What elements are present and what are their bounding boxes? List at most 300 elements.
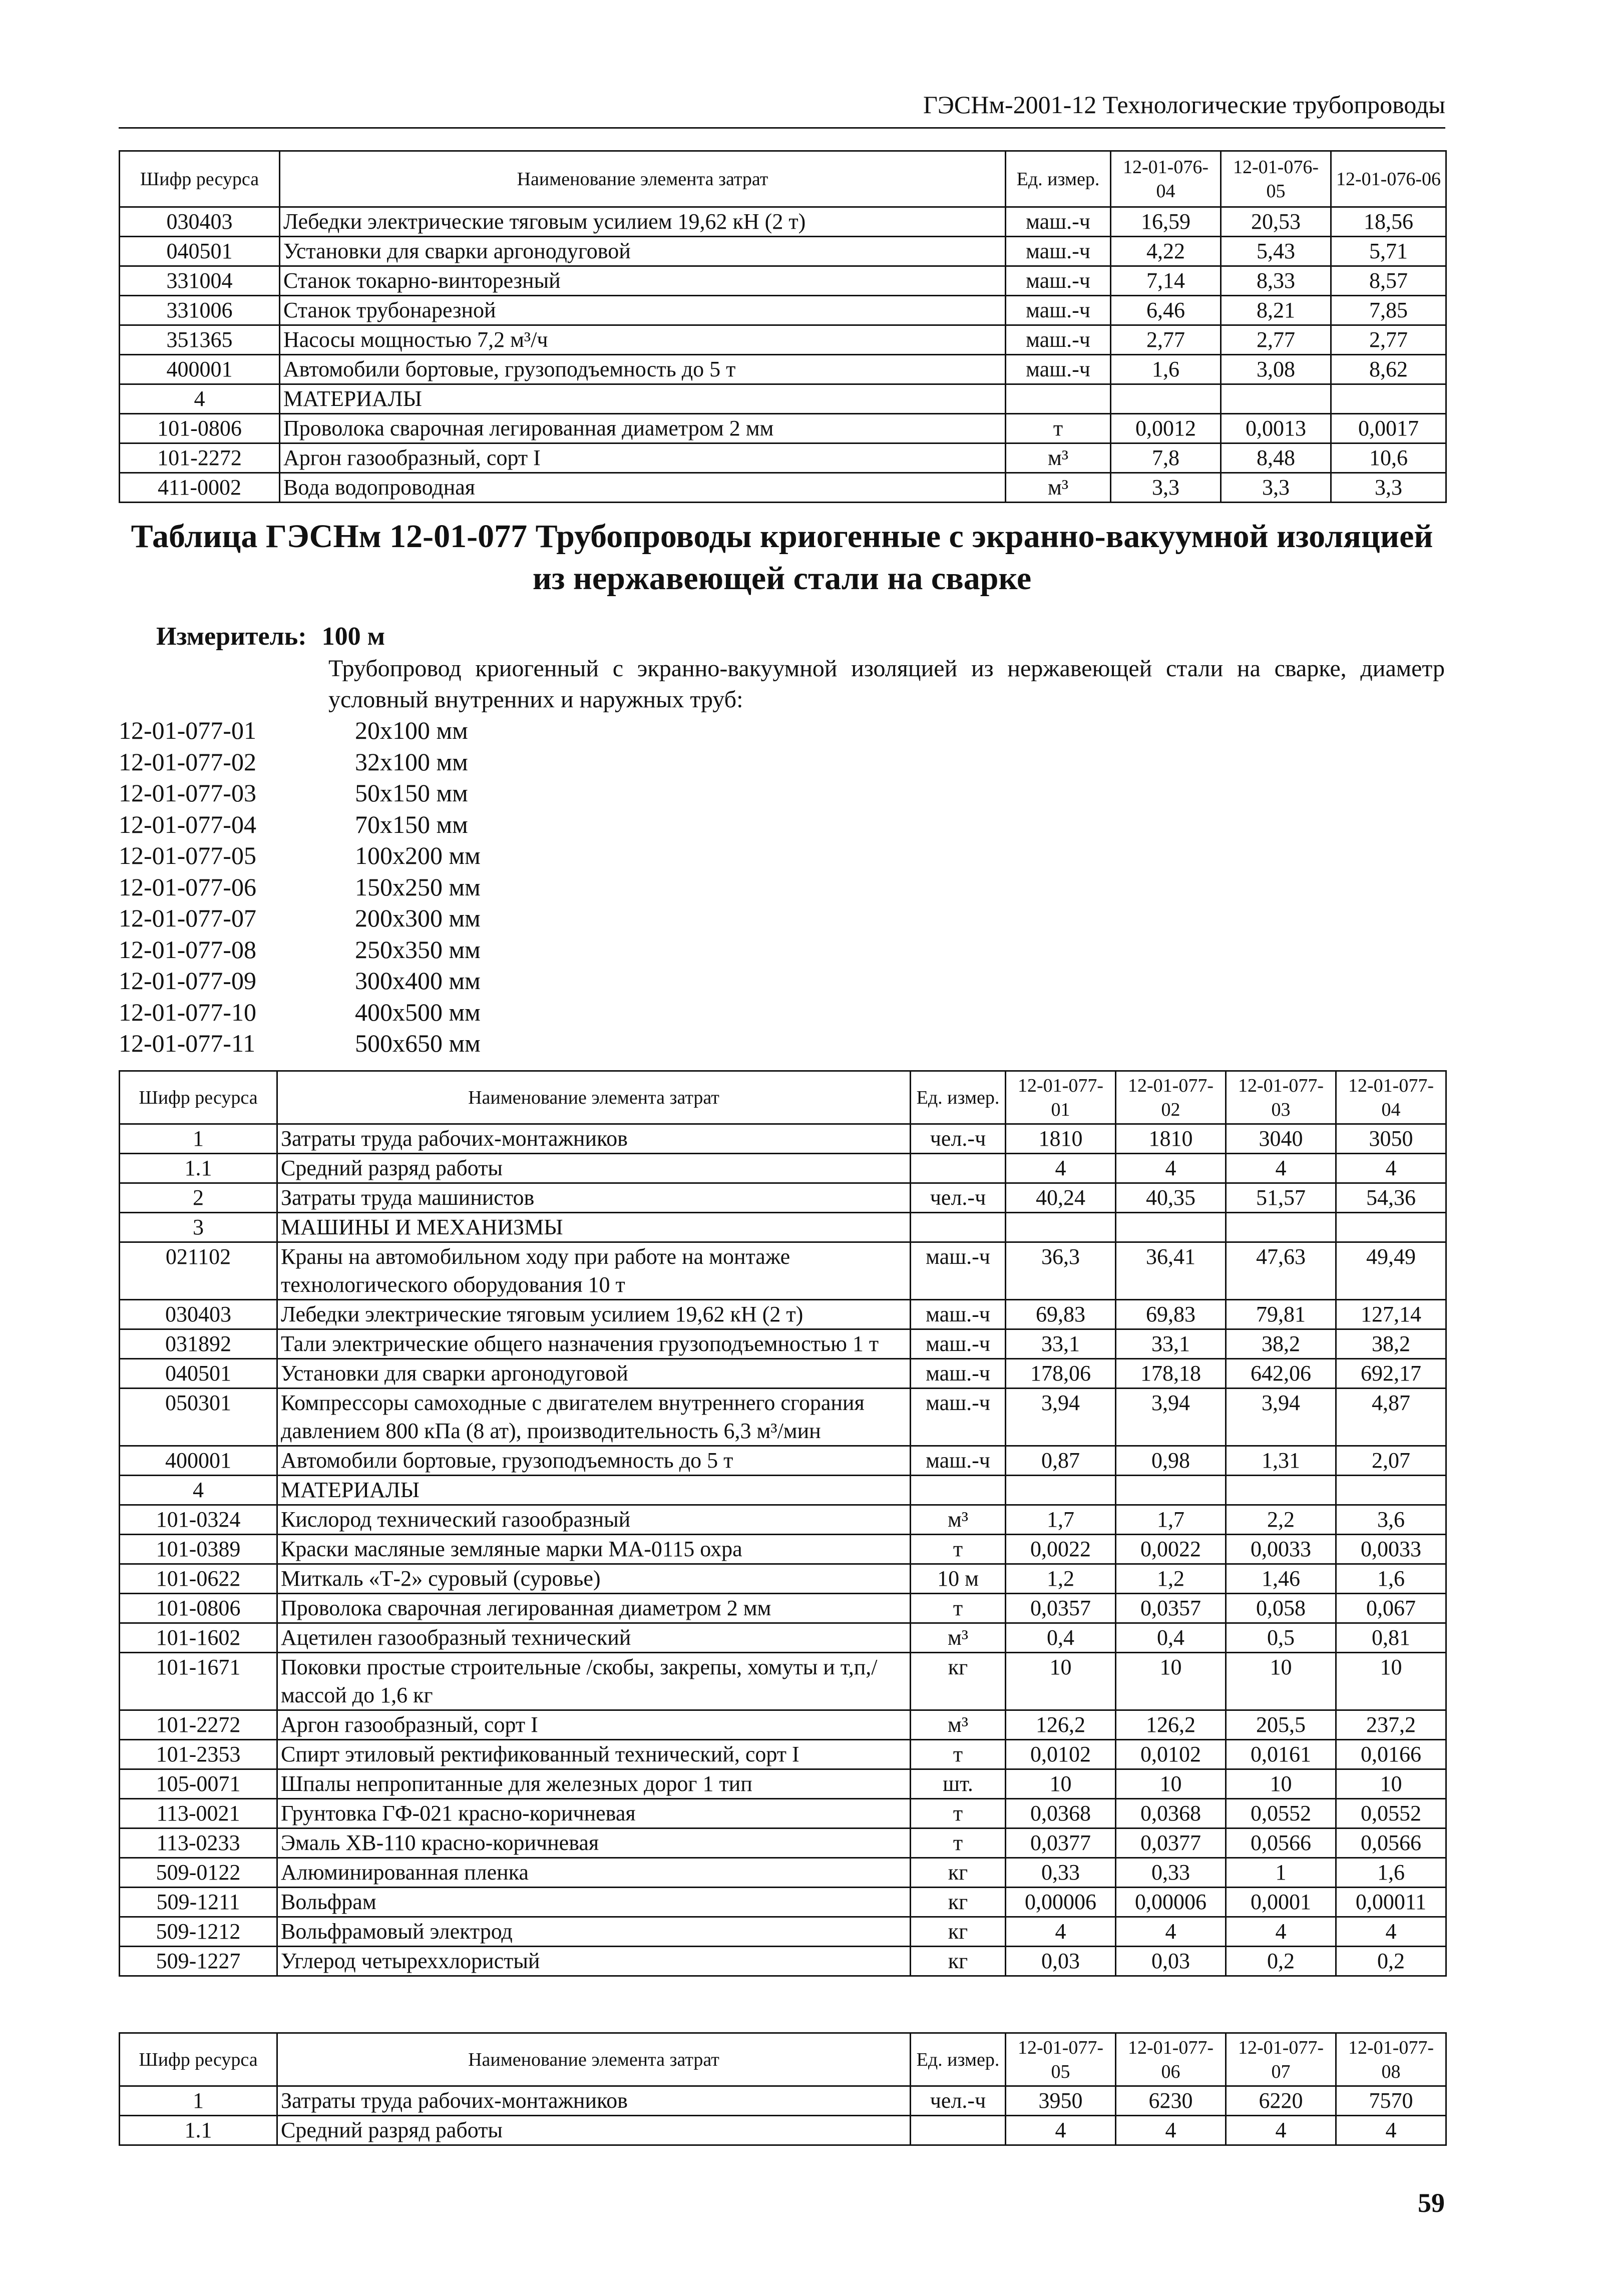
table-row [120, 296, 1446, 325]
row-value-1 [1006, 1476, 1116, 1505]
table-row [120, 237, 1446, 266]
table-row [120, 325, 1446, 355]
col-header-value-2: 12-01-077-06 [1116, 2033, 1226, 2086]
row-value-2 [1221, 384, 1331, 414]
pipe-dimension: 300x400 мм [355, 967, 481, 995]
row-value-4 [1336, 1476, 1446, 1505]
row-value-2: 8,21 [1221, 296, 1331, 325]
row-value-2: 8,33 [1221, 266, 1331, 296]
row-code: 113-0021 [120, 1799, 277, 1828]
row-value-1: 0,0368 [1006, 1799, 1116, 1828]
row-value-3: 0,2 [1226, 1947, 1336, 1976]
row-value-1: 3,94 [1006, 1389, 1116, 1446]
norm-code: 12-01-077-11 [119, 1029, 256, 1057]
col-header-unit: Ед. измер. [911, 1071, 1006, 1124]
row-value-4: 692,17 [1336, 1359, 1446, 1389]
row-unit: чел.-ч [911, 1183, 1006, 1213]
row-value-2: 0,00006 [1116, 1888, 1226, 1917]
code-list-item [119, 715, 481, 746]
row-value-2: 1,7 [1116, 1505, 1226, 1535]
row-value-4: 1,6 [1336, 1564, 1446, 1594]
row-value-2: 4 [1116, 2116, 1226, 2145]
row-value-4: 0,2 [1336, 1947, 1446, 1976]
row-unit: маш.-ч [1006, 355, 1111, 384]
row-value-4: 38,2 [1336, 1329, 1446, 1359]
row-code: 1 [120, 1124, 277, 1154]
row-value-2: 10 [1116, 1769, 1226, 1799]
row-code: 411-0002 [120, 473, 280, 503]
row-value-1: 16,59 [1111, 207, 1221, 237]
row-value-4: 0,00011 [1336, 1888, 1446, 1917]
row-value-4: 0,0552 [1336, 1799, 1446, 1828]
row-unit: т [1006, 414, 1111, 443]
row-value-4: 3,6 [1336, 1505, 1446, 1535]
row-value-4: 7570 [1336, 2086, 1446, 2116]
row-value-4: 1,6 [1336, 1858, 1446, 1888]
row-code: 509-1212 [120, 1917, 277, 1947]
row-unit: т [911, 1799, 1006, 1828]
row-code: 331004 [120, 266, 280, 296]
row-unit: маш.-ч [1006, 237, 1111, 266]
row-value-1: 0,4 [1006, 1623, 1116, 1653]
col-header-code: Шифр ресурса [120, 2033, 277, 2086]
row-code: 101-2272 [120, 443, 280, 473]
row-unit: маш.-ч [911, 1446, 1006, 1476]
row-name: Станок токарно-винторезный [280, 266, 1006, 296]
row-value-2 [1116, 1476, 1226, 1505]
row-unit: т [911, 1535, 1006, 1564]
row-name: Автомобили бортовые, грузоподъемность до 5 т [277, 1446, 911, 1476]
row-value-1: 10 [1006, 1653, 1116, 1710]
row-unit: маш.-ч [911, 1359, 1006, 1389]
row-unit: т [911, 1594, 1006, 1623]
row-value-1: 4 [1006, 1154, 1116, 1183]
col-header-value-1: 12-01-076-04 [1111, 151, 1221, 207]
row-unit: маш.-ч [1006, 325, 1111, 355]
row-value-1: 10 [1006, 1769, 1116, 1799]
section-heading: МАТЕРИАЛЫ [277, 1476, 911, 1505]
row-code: 105-0071 [120, 1769, 277, 1799]
row-value-4: 2,07 [1336, 1446, 1446, 1476]
row-value-1: 4 [1006, 2116, 1116, 2145]
row-name: Спирт этиловый ректификованный технический, сорт I [277, 1740, 911, 1769]
table-row [120, 1300, 1446, 1329]
row-code: 351365 [120, 325, 280, 355]
row-value-4: 127,14 [1336, 1300, 1446, 1329]
row-value-2: 1,2 [1116, 1564, 1226, 1594]
row-value-1: 7,14 [1111, 266, 1221, 296]
row-value-2: 178,18 [1116, 1359, 1226, 1389]
row-name: Компрессоры самоходные с двигателем внутреннего сгорания давлением 800 кПа (8 ат), производительность 6,3 м³/мин [277, 1389, 911, 1446]
table-row [120, 1183, 1446, 1213]
row-name: Лебедки электрические тяговым усилием 19,62 кН (2 т) [280, 207, 1006, 237]
row-code: 1.1 [120, 1154, 277, 1183]
row-unit: маш.-ч [911, 1329, 1006, 1359]
row-name: Вольфрамовый электрод [277, 1917, 911, 1947]
row-value-2: 40,35 [1116, 1183, 1226, 1213]
code-list-item [119, 1028, 481, 1059]
table-row [120, 1242, 1446, 1300]
row-value-2: 69,83 [1116, 1300, 1226, 1329]
table-header-row [120, 2033, 1446, 2086]
row-value-2: 0,0368 [1116, 1799, 1226, 1828]
row-name: Краски масляные земляные марки МА-0115 охра [277, 1535, 911, 1564]
row-value-4: 0,0566 [1336, 1828, 1446, 1858]
row-value-1: 0,87 [1006, 1446, 1116, 1476]
row-value-3: 3,3 [1331, 473, 1446, 503]
code-list-item [119, 809, 481, 840]
row-value-1: 40,24 [1006, 1183, 1116, 1213]
row-value-3: 0,0017 [1331, 414, 1446, 443]
row-value-1: 0,33 [1006, 1858, 1116, 1888]
table-row [120, 1359, 1446, 1389]
table-row [120, 1858, 1446, 1888]
table-row [120, 1828, 1446, 1858]
row-value-2: 3,08 [1221, 355, 1331, 384]
row-value-1: 4 [1006, 1917, 1116, 1947]
row-value-3: 4 [1226, 2116, 1336, 2145]
table-row [120, 1389, 1446, 1446]
row-value-1: 2,77 [1111, 325, 1221, 355]
row-value-3: 51,57 [1226, 1183, 1336, 1213]
row-name: Аргон газообразный, сорт I [277, 1710, 911, 1740]
row-unit: т [911, 1740, 1006, 1769]
row-name: Средний разряд работы [277, 2116, 911, 2145]
row-value-4: 0,0166 [1336, 1740, 1446, 1769]
header-title: ГЭСНм-2001-12 Технологические трубопроводы [923, 91, 1445, 119]
row-code: 3 [120, 1213, 277, 1242]
row-value-2: 20,53 [1221, 207, 1331, 237]
row-value-3: 4 [1226, 1154, 1336, 1183]
table-row [120, 1446, 1446, 1476]
col-header-code: Шифр ресурса [120, 151, 280, 207]
row-code: 509-1227 [120, 1947, 277, 1976]
table-row [120, 1505, 1446, 1535]
row-value-4: 0,81 [1336, 1623, 1446, 1653]
row-value-3: 3040 [1226, 1124, 1336, 1154]
section-heading: МАШИНЫ И МЕХАНИЗМЫ [277, 1213, 911, 1242]
row-value-3: 1,46 [1226, 1564, 1336, 1594]
row-value-1: 3,3 [1111, 473, 1221, 503]
row-value-2: 10 [1116, 1653, 1226, 1710]
row-value-3: 2,2 [1226, 1505, 1336, 1535]
row-name: Затраты труда машинистов [277, 1183, 911, 1213]
meter-value: 100 м [321, 622, 385, 651]
row-value-2: 2,77 [1221, 325, 1331, 355]
row-unit: чел.-ч [911, 1124, 1006, 1154]
row-code: 031892 [120, 1329, 277, 1359]
row-value-1: 1,6 [1111, 355, 1221, 384]
row-value-4: 0,067 [1336, 1594, 1446, 1623]
row-unit [911, 1476, 1006, 1505]
table-row [120, 1653, 1446, 1710]
row-code: 2 [120, 1183, 277, 1213]
table-row [120, 1476, 1446, 1505]
table-row [120, 1947, 1446, 1976]
row-name: Средний разряд работы [277, 1154, 911, 1183]
table-row [120, 414, 1446, 443]
row-value-4: 10 [1336, 1653, 1446, 1710]
row-value-4: 4 [1336, 1917, 1446, 1947]
row-value-4: 4,87 [1336, 1389, 1446, 1446]
code-list-item [119, 871, 481, 903]
table-title [119, 516, 1445, 600]
col-header-value-4: 12-01-077-08 [1336, 2033, 1446, 2086]
row-value-2: 0,98 [1116, 1446, 1226, 1476]
table-row [120, 1740, 1446, 1769]
row-value-2: 5,43 [1221, 237, 1331, 266]
row-value-3: 1,31 [1226, 1446, 1336, 1476]
row-unit: м³ [911, 1710, 1006, 1740]
row-value-3 [1331, 384, 1446, 414]
row-value-1: 1,7 [1006, 1505, 1116, 1535]
row-name: Эмаль ХВ-110 красно-коричневая [277, 1828, 911, 1858]
row-value-2: 0,33 [1116, 1858, 1226, 1888]
pipe-dimension: 20x100 мм [355, 716, 468, 744]
meter-label: Измеритель: [156, 622, 307, 651]
row-code: 4 [120, 384, 280, 414]
col-header-unit: Ед. измер. [1006, 151, 1111, 207]
table-row [120, 1917, 1446, 1947]
row-value-2: 3,94 [1116, 1389, 1226, 1446]
row-unit: м³ [1006, 443, 1111, 473]
row-unit: т [911, 1828, 1006, 1858]
row-unit: м³ [911, 1505, 1006, 1535]
row-value-1: 0,0357 [1006, 1594, 1116, 1623]
row-value-3: 38,2 [1226, 1329, 1336, 1359]
row-unit: чел.-ч [911, 2086, 1006, 2116]
row-value-1 [1006, 1213, 1116, 1242]
row-code: 030403 [120, 1300, 277, 1329]
row-value-3: 10,6 [1331, 443, 1446, 473]
table-077-part-1 [119, 1070, 1447, 1977]
table-077-part-2 [119, 2032, 1447, 2146]
row-value-3: 0,0552 [1226, 1799, 1336, 1828]
row-name: Установки для сварки аргонодуговой [277, 1359, 911, 1389]
norm-code: 12-01-077-04 [119, 810, 256, 838]
table-row [120, 2116, 1446, 2145]
code-list-item [119, 997, 481, 1028]
row-unit [911, 1213, 1006, 1242]
work-description: Трубопровод криогенный с экранно-вакуумной изоляцией из нержавеющей стали на сварке, диаметр условный внутренних и наружных труб: [328, 655, 1445, 713]
row-code: 400001 [120, 1446, 277, 1476]
row-code: 030403 [120, 207, 280, 237]
row-value-1: 178,06 [1006, 1359, 1116, 1389]
table-title-line-2: из нержавеющей стали на сварке [532, 560, 1032, 597]
table-row [120, 443, 1446, 473]
row-value-1: 126,2 [1006, 1710, 1116, 1740]
code-list-item [119, 934, 481, 966]
table-row [120, 1124, 1446, 1154]
col-header-value-1: 12-01-077-01 [1006, 1071, 1116, 1124]
row-code: 4 [120, 1476, 277, 1505]
row-value-3 [1226, 1476, 1336, 1505]
row-value-3: 642,06 [1226, 1359, 1336, 1389]
row-name: Проволока сварочная легированная диаметром 2 мм [280, 414, 1006, 443]
row-value-3: 18,56 [1331, 207, 1446, 237]
row-name: Лебедки электрические тяговым усилием 19,62 кН (2 т) [277, 1300, 911, 1329]
col-header-code: Шифр ресурса [120, 1071, 277, 1124]
table-076-continuation [119, 150, 1447, 503]
page-number: 59 [1418, 2188, 1445, 2218]
row-value-2: 8,48 [1221, 443, 1331, 473]
table-row [120, 1799, 1446, 1828]
row-value-3: 0,0033 [1226, 1535, 1336, 1564]
row-name: Миткаль «Т-2» суровый (суровье) [277, 1564, 911, 1594]
row-code: 101-1671 [120, 1653, 277, 1710]
row-name: Поковки простые строительные /скобы, закрепы, хомуты и т,п,/ массой до 1,6 кг [277, 1653, 911, 1710]
row-unit: шт. [911, 1769, 1006, 1799]
row-unit [1006, 384, 1111, 414]
pipe-dimension: 100x200 мм [355, 841, 481, 869]
row-unit: кг [911, 1858, 1006, 1888]
code-list [119, 715, 481, 1059]
row-value-4 [1336, 1213, 1446, 1242]
row-name: Аргон газообразный, сорт I [280, 443, 1006, 473]
row-value-2: 6230 [1116, 2086, 1226, 2116]
row-code: 021102 [120, 1242, 277, 1300]
row-value-1: 0,03 [1006, 1947, 1116, 1976]
row-name: Автомобили бортовые, грузоподъемность до 5 т [280, 355, 1006, 384]
row-value-2: 0,0013 [1221, 414, 1331, 443]
row-code: 113-0233 [120, 1828, 277, 1858]
col-header-name: Наименование элемента затрат [277, 1071, 911, 1124]
row-value-1: 36,3 [1006, 1242, 1116, 1300]
col-header-value-3: 12-01-077-03 [1226, 1071, 1336, 1124]
row-code: 101-2272 [120, 1710, 277, 1740]
row-value-2: 33,1 [1116, 1329, 1226, 1359]
table-row [120, 2086, 1446, 2116]
row-value-4: 4 [1336, 1154, 1446, 1183]
row-value-3: 2,77 [1331, 325, 1446, 355]
row-unit: м³ [911, 1623, 1006, 1653]
meter [156, 622, 385, 651]
row-unit [911, 1154, 1006, 1183]
section-heading: МАТЕРИАЛЫ [280, 384, 1006, 414]
row-unit: кг [911, 1947, 1006, 1976]
row-value-1: 1,2 [1006, 1564, 1116, 1594]
row-value-3: 47,63 [1226, 1242, 1336, 1300]
row-value-1: 0,0377 [1006, 1828, 1116, 1858]
pipe-dimension: 250x350 мм [355, 935, 481, 964]
row-value-1: 1810 [1006, 1124, 1116, 1154]
row-unit: маш.-ч [1006, 296, 1111, 325]
row-unit: м³ [1006, 473, 1111, 503]
row-value-2: 0,0022 [1116, 1535, 1226, 1564]
row-value-4: 3050 [1336, 1124, 1446, 1154]
code-list-item [119, 840, 481, 871]
row-value-4: 10 [1336, 1769, 1446, 1799]
row-code: 101-0324 [120, 1505, 277, 1535]
row-code: 509-1211 [120, 1888, 277, 1917]
row-code: 101-0622 [120, 1564, 277, 1594]
norm-code: 12-01-077-01 [119, 716, 256, 744]
row-value-3: 0,0161 [1226, 1740, 1336, 1769]
norm-code: 12-01-077-10 [119, 998, 256, 1026]
row-value-2: 1810 [1116, 1124, 1226, 1154]
table-row [120, 1564, 1446, 1594]
row-name: Кислород технический газообразный [277, 1505, 911, 1535]
row-unit: кг [911, 1653, 1006, 1710]
table-row [120, 1213, 1446, 1242]
row-name: Углерод четыреххлористый [277, 1947, 911, 1976]
row-code: 101-0806 [120, 414, 280, 443]
row-value-2: 126,2 [1116, 1710, 1226, 1740]
row-value-2: 36,41 [1116, 1242, 1226, 1300]
table-row [120, 1623, 1446, 1653]
table-row [120, 1329, 1446, 1359]
row-value-3: 0,0566 [1226, 1828, 1336, 1858]
row-value-1: 4,22 [1111, 237, 1221, 266]
row-code: 101-2353 [120, 1740, 277, 1769]
row-value-1: 0,0012 [1111, 414, 1221, 443]
col-header-value-4: 12-01-077-04 [1336, 1071, 1446, 1124]
row-unit: маш.-ч [911, 1389, 1006, 1446]
row-value-3: 6220 [1226, 2086, 1336, 2116]
row-value-3: 5,71 [1331, 237, 1446, 266]
row-value-1: 0,00006 [1006, 1888, 1116, 1917]
row-name: Алюминированная пленка [277, 1858, 911, 1888]
row-code: 040501 [120, 237, 280, 266]
row-unit: маш.-ч [911, 1242, 1006, 1300]
row-unit: маш.-ч [1006, 207, 1111, 237]
row-value-2: 0,0102 [1116, 1740, 1226, 1769]
pipe-dimension: 70x150 мм [355, 810, 468, 838]
row-code: 050301 [120, 1389, 277, 1446]
row-value-3: 1 [1226, 1858, 1336, 1888]
row-unit: 10 м [911, 1564, 1006, 1594]
norm-code: 12-01-077-08 [119, 935, 256, 964]
table-row [120, 1710, 1446, 1740]
row-value-4: 237,2 [1336, 1710, 1446, 1740]
col-header-value-2: 12-01-077-02 [1116, 1071, 1226, 1124]
col-header-value-1: 12-01-077-05 [1006, 2033, 1116, 2086]
row-value-2: 0,03 [1116, 1947, 1226, 1976]
row-name: Тали электрические общего назначения грузоподъемностью 1 т [277, 1329, 911, 1359]
row-value-1: 69,83 [1006, 1300, 1116, 1329]
row-code: 101-0806 [120, 1594, 277, 1623]
row-value-3: 205,5 [1226, 1710, 1336, 1740]
row-value-1: 0,0022 [1006, 1535, 1116, 1564]
row-value-1: 0,0102 [1006, 1740, 1116, 1769]
row-value-3: 0,058 [1226, 1594, 1336, 1623]
row-value-1: 3950 [1006, 2086, 1116, 2116]
table-row [120, 1594, 1446, 1623]
pipe-dimension: 400x500 мм [355, 998, 481, 1026]
row-value-2: 3,3 [1221, 473, 1331, 503]
col-header-value-2: 12-01-076-05 [1221, 151, 1331, 207]
row-value-2: 4 [1116, 1917, 1226, 1947]
row-value-3: 3,94 [1226, 1389, 1336, 1446]
row-value-1: 33,1 [1006, 1329, 1116, 1359]
row-value-2: 4 [1116, 1154, 1226, 1183]
col-header-value-3: 12-01-076-06 [1331, 151, 1446, 207]
col-header-unit: Ед. измер. [911, 2033, 1006, 2086]
table-title-line-1: Таблица ГЭСНм 12-01-077 Трубопроводы криогенные с экранно-вакуумной изоляцией [131, 518, 1433, 555]
table-row [120, 355, 1446, 384]
row-code: 509-0122 [120, 1858, 277, 1888]
row-unit: маш.-ч [911, 1300, 1006, 1329]
row-unit: маш.-ч [1006, 266, 1111, 296]
row-name: Затраты труда рабочих-монтажников [277, 1124, 911, 1154]
row-value-4: 0,0033 [1336, 1535, 1446, 1564]
row-code: 400001 [120, 355, 280, 384]
row-value-4: 49,49 [1336, 1242, 1446, 1300]
norm-code: 12-01-077-03 [119, 779, 256, 807]
norm-code: 12-01-077-05 [119, 841, 256, 869]
row-value-3: 10 [1226, 1653, 1336, 1710]
row-value-4: 54,36 [1336, 1183, 1446, 1213]
